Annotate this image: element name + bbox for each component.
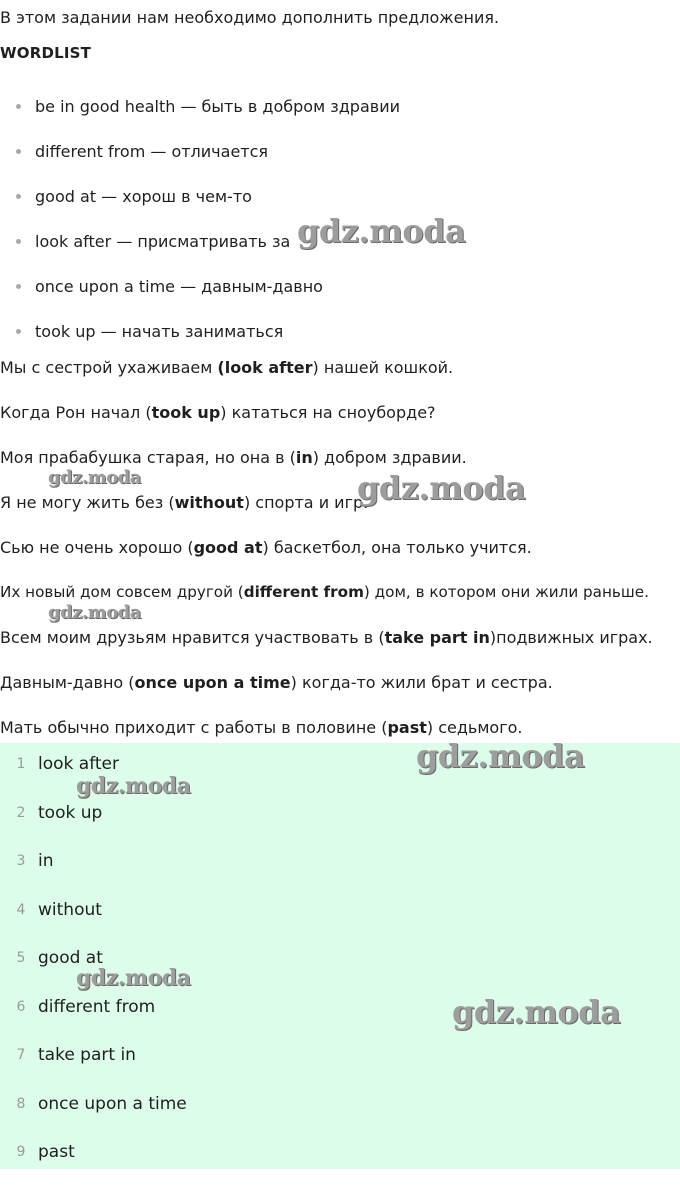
watermark: gdz.moda [76,965,191,991]
sentence-text: ) когда-то жили брат и сестра. [290,673,553,692]
sentence-text: Мы с сестрой ухаживаем [0,358,218,377]
answer-number: 4 [16,901,26,918]
answer-item [0,1131,680,1180]
sentence-answer: good at [193,538,263,557]
answers-list [0,743,680,1169]
answer-item [0,1034,680,1083]
answer-number: 8 [16,1095,26,1112]
intro-text: В этом задании нам необходимо дополнить предложения. [0,8,500,27]
sentence-text: Сью не очень хорошо ( [0,538,194,557]
answer-number: 5 [16,950,26,966]
watermark: gdz.moda [452,993,621,1031]
bullet-icon [16,329,21,334]
answer-number: 7 [16,1047,26,1063]
exercise-sentences [0,345,653,750]
sentence-text: ) баскетбол, она только учится. [262,538,532,557]
sentence-text: ) нашей кошкой. [312,358,454,377]
answer-text: once upon a time [38,1093,187,1114]
sentence-text: )подвижных играх. [489,628,653,647]
answer-item [0,1083,680,1132]
bullet-icon [16,239,21,244]
sentence-answer: (look after [217,358,313,377]
wordlist-item [0,129,400,174]
sentence-text: Мать обычно приходит с работы в половине ( [0,718,388,737]
answer-text: take part in [38,1045,136,1065]
sentence-answer: past [387,718,427,737]
sentence-text: Давным-давно ( [0,673,135,692]
wordlist-item-text: be in good health — быть в добром здравии [35,97,400,116]
bullet-icon [16,104,21,109]
sentence-text: ) кататься на сноуборде? [220,403,436,422]
wordlist-item [0,84,400,129]
answer-item [0,840,680,889]
sentence-text: Всем моим друзьям нравится участвовать в ( [0,628,385,647]
watermark: gdz.moda [416,737,585,775]
answer-text: took up [38,802,103,823]
answer-item [0,889,680,938]
wordlist-item-text: different from — отличается [35,142,269,161]
answer-text: in [38,851,54,871]
wordlist-item-text: look after — присматривать за [35,232,291,251]
bullet-icon [16,284,21,289]
sentence-text: Их новый дом совсем другой ( [0,583,244,601]
wordlist-item-text: took up — начать заниматься [35,322,284,341]
sentence [0,390,653,435]
wordlist-title: WORDLIST [0,44,92,62]
answer-text: different from [38,996,156,1017]
sentence-text: Я не могу жить без ( [0,493,175,512]
watermark: gdz.moda [48,602,141,623]
sentence-answer: once upon a time [134,673,291,692]
answer-text: look after [38,754,119,774]
answer-number: 6 [16,998,26,1015]
answer-text: good at [38,948,103,968]
watermark: gdz.moda [297,212,466,250]
sentence-text: ) седьмого. [426,718,523,737]
sentence [0,525,653,570]
sentence-answer: take part in [384,628,490,647]
wordlist-item-text: good at — хорош в чем-то [35,187,252,206]
answer-text: without [38,899,102,920]
bullet-icon [16,194,21,199]
watermark: gdz.moda [76,773,191,799]
answer-number: 9 [16,1144,26,1160]
wordlist-item-text: once upon a time — давным-давно [35,277,323,296]
answer-text: past [38,1142,75,1162]
sentence-answer: different from [243,583,364,601]
answer-number: 2 [16,804,26,821]
wordlist-item [0,264,400,309]
sentence-answer: took up [151,403,221,422]
watermark: gdz.moda [48,467,141,488]
sentence-text: Когда Рон начал ( [0,403,152,422]
sentence [0,660,653,705]
answer-number: 1 [16,756,26,772]
sentence-text: ) дом, в котором они жили раньше. [363,583,649,601]
sentence-text: ) добром здравии. [312,448,467,467]
sentence-answer: in [295,448,313,467]
watermark: gdz.moda [357,469,526,507]
sentence-answer: without [174,493,244,512]
answer-number: 3 [16,853,26,869]
sentence-text: ) спорта и игр. [243,493,369,512]
sentence [0,345,653,390]
bullet-icon [16,149,21,154]
sentence-text: Моя прабабушка старая, но она в ( [0,448,296,467]
